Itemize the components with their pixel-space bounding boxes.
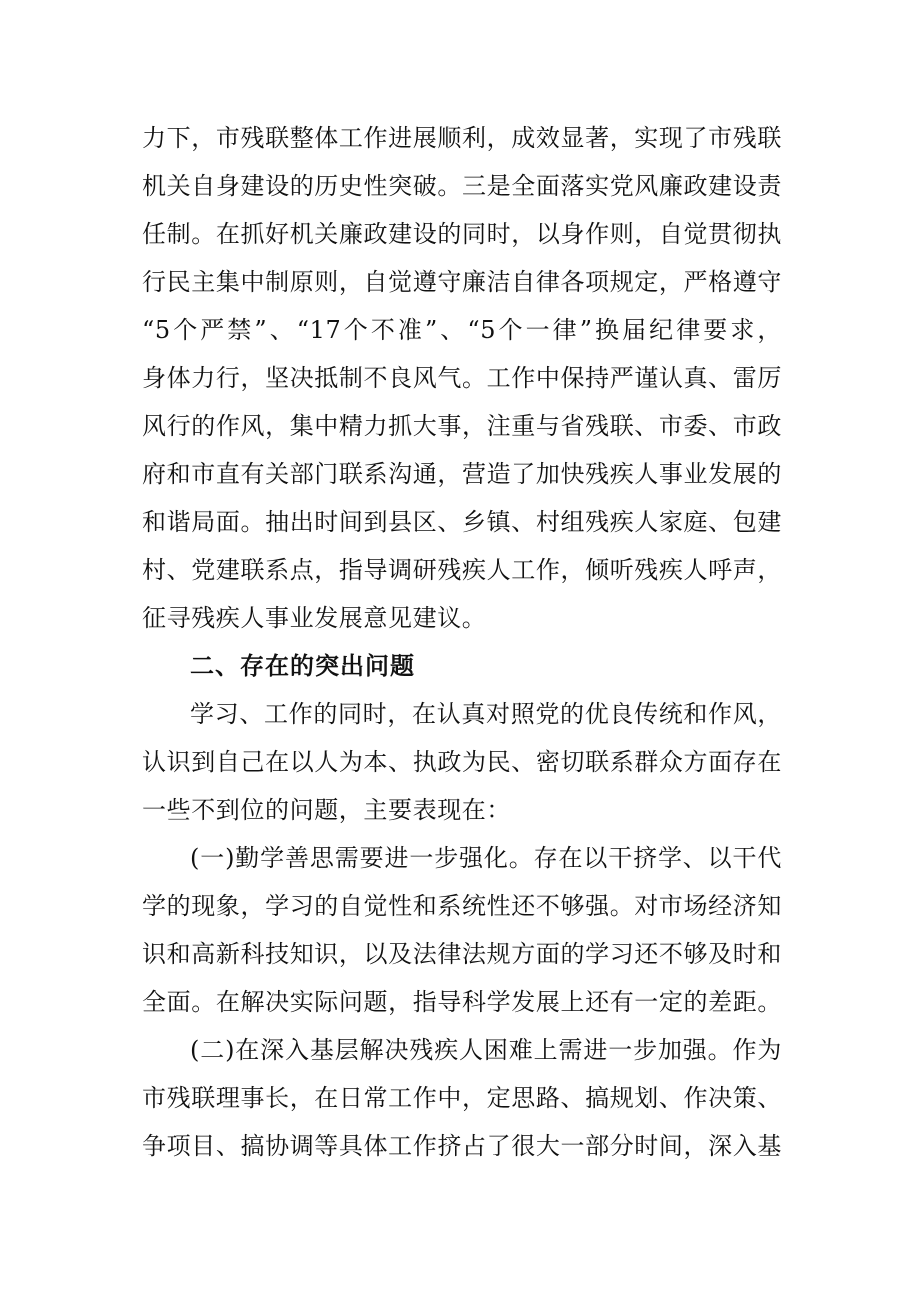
text-line: 识和高新科技知识，以及法律法规方面的学习还不够及时和 — [142, 940, 782, 968]
text-line: 征寻残疾人事业发展意见建议。 — [142, 604, 487, 632]
text-line: 行民主集中制原则，自觉遵守廉洁自律各项规定，严格遵守 — [142, 268, 782, 296]
text-line: “5个严禁”、“17个不准”、“5个一律”换届纪律要求， — [142, 316, 782, 344]
text-line: (二)在深入基层解决残疾人困难上需进一步加强。作为 — [190, 1036, 782, 1064]
text-line: 身体力行，坚决抵制不良风气。工作中保持严谨认真、雷厉 — [142, 364, 782, 392]
section-heading: 二、存在的突出问题 — [190, 651, 415, 680]
text-line: 认识到自己在以人为本、执政为民、密切联系群众方面存在 — [142, 748, 782, 776]
text-line: 力下，市残联整体工作进展顺利，成效显著，实现了市残联 — [142, 124, 782, 152]
text-line: 争项目、搞协调等具体工作挤占了很大一部分时间，深入基 — [142, 1132, 782, 1160]
text-line: 市残联理事长，在日常工作中，定思路、搞规划、作决策、 — [142, 1084, 782, 1112]
text-line: 任制。在抓好机关廉政建设的同时，以身作则，自觉贯彻执 — [142, 220, 782, 248]
text-line: 学习、工作的同时，在认真对照党的优良传统和作风， — [190, 700, 782, 728]
text-line: 机关自身建设的历史性突破。三是全面落实党风廉政建设责 — [142, 172, 782, 200]
text-line: 全面。在解决实际问题，指导科学发展上还有一定的差距。 — [142, 988, 782, 1016]
text-line: 风行的作风，集中精力抓大事，注重与省残联、市委、市政 — [142, 412, 782, 440]
text-line: 村、党建联系点，指导调研残疾人工作，倾听残疾人呼声， — [142, 556, 782, 584]
text-line: 一些不到位的问题，主要表现在： — [142, 796, 511, 824]
text-line: 学的现象，学习的自觉性和系统性还不够强。对市场经济知 — [142, 892, 782, 920]
text-line: (一)勤学善思需要进一步强化。存在以干挤学、以干代 — [190, 844, 782, 872]
text-line: 和谐局面。抽出时间到县区、乡镇、村组残疾人家庭、包建 — [142, 508, 782, 536]
text-line: 府和市直有关部门联系沟通，营造了加快残疾人事业发展的 — [142, 460, 782, 488]
